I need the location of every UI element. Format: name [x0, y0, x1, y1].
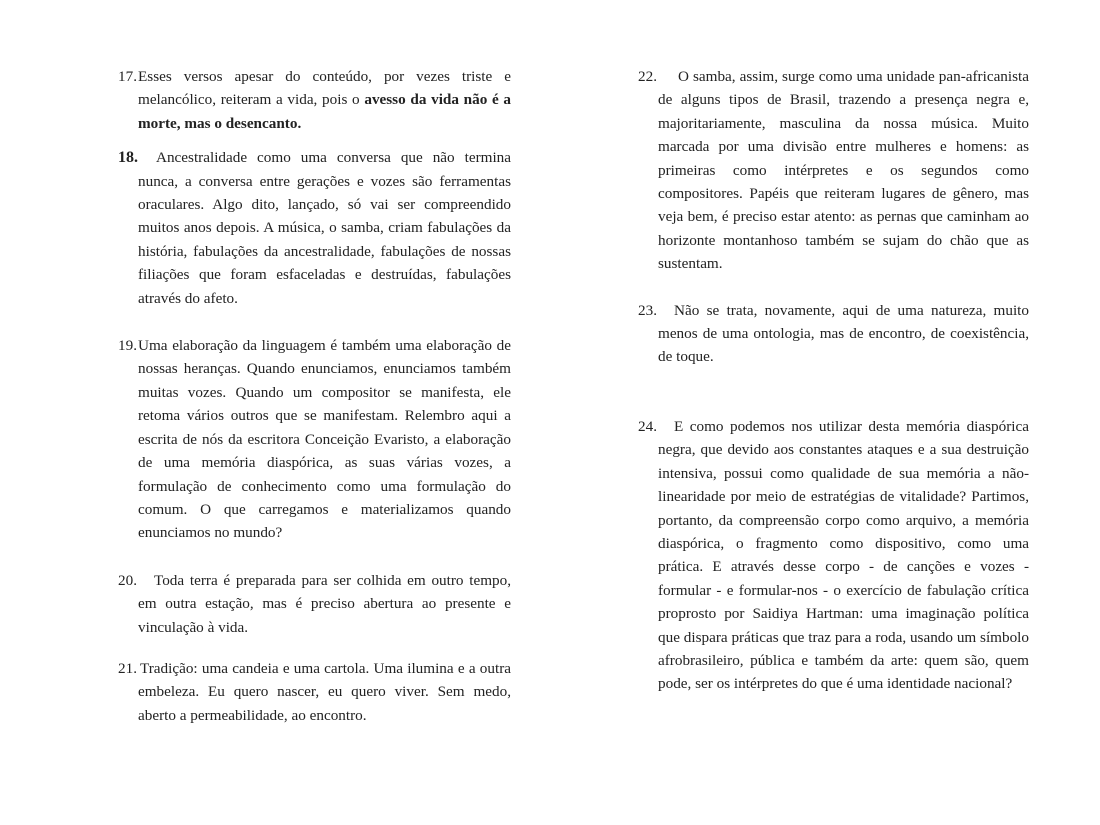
paragraph-text: Toda terra é preparada para ser colhida em outro tempo, em outra estação, mas é preciso abertura ao presente e vinculação à vida.: [138, 571, 511, 636]
paragraph-text: Esses versos apesar do conteúdo, por vezes triste e melancólico, reiteram a vida, pois o: [138, 68, 511, 109]
paragraph-text: E como podemos nos utilizar desta memória diaspórica negra, que devido aos constantes ataques e a sua destruição intensiva, possui como qualidade de sua memória a não-linearidade por meio de estratégias de vitalidade? Partimos, portanto, da compreensão corpo como arquivo, a memória diaspórica, o fragmento como dispositivo, como uma prática. E através desse corpo - de canções e vozes - formular - e formular-nos - o exercício de fabulação crítica proprosto por Saidiya Hartman: uma imaginação política que dispara práticas que traz para a roda, usando um símbolo afrobrasileiro, pública e também da arte: quem são, quem pode, ser os intérpretes do que é uma identidade nacional?: [658, 417, 1029, 693]
right-page: [638, 65, 1029, 696]
paragraph-number: 23.: [638, 301, 657, 319]
left-page: [118, 65, 511, 727]
paragraph-20: [118, 569, 511, 639]
paragraph-17: [118, 65, 511, 135]
paragraph-number: 17.: [118, 68, 137, 85]
paragraph-text: Não se trata, novamente, aqui de uma natureza, muito menos de uma ontologia, mas de encontro, de coexistência, de toque.: [658, 301, 1029, 366]
paragraph-text: O samba, assim, surge como uma unidade pan-africanista de alguns tipos de Brasil, trazendo a presença negra e, majoritariamente, masculina da nossa música. Muito marcada por uma divisão entre mulheres e homens: as primeiras como intérpretes e os segundos como compositores. Papéis que reiteram lugares de gênero, mas veja bem, é preciso estar atento: as pernas que caminham ao horizonte montanhoso também se sujam do chão que as sustentam.: [658, 68, 1029, 273]
paragraph-number: 18.: [118, 149, 138, 167]
paragraph-text: Uma elaboração da linguagem é também uma elaboração de nossas heranças. Quando enunciamos, enunciamos também muitas vozes. Quando um compositor se manifesta, ele retoma vários outros que se manifestam. Relembro aqui a escrita de nós da escritora Conceição Evaristo, a elaboração de uma memória diaspórica, as suas várias vozes, a formulação de conhecimento como uma formulação do comum. O que carregamos e materializamos quando enunciamos no mundo?: [138, 337, 511, 542]
paragraph-number: 21.: [118, 659, 137, 677]
paragraph-24: [638, 415, 1029, 696]
paragraph-22: [638, 65, 1029, 276]
paragraph-text: Tradição: uma candeia e uma cartola. Uma ilumina e a outra embeleza. Eu quero nascer, eu quero viver. Sem medo, aberto a permeabilidade, ao encontro.: [138, 659, 511, 724]
paragraph-23: [638, 299, 1029, 369]
paragraph-number: 20.: [118, 571, 137, 589]
paragraph-21: [118, 657, 511, 727]
paragraph-bold-text: avesso da vida não é a morte, mas o desencanto.: [138, 91, 511, 132]
paragraph-number: 22.: [638, 68, 657, 85]
paragraph-text: Ancestralidade como uma conversa que não termina nunca, a conversa entre gerações e vozes são ferramentas oraculares. Algo dito, lançado, só vai ser compreendido muitos anos depois. A música, o samba, criam fabulações da história, fabulações da ancestralidade, fabulações de nossas filiações que foram esfaceladas e destruídas, fabulações através do afeto.: [138, 149, 511, 307]
paragraph-number: 19.: [118, 337, 137, 355]
paragraph-19: [118, 334, 511, 545]
paragraph-18: [118, 146, 511, 310]
paragraph-number: 24.: [638, 417, 657, 435]
